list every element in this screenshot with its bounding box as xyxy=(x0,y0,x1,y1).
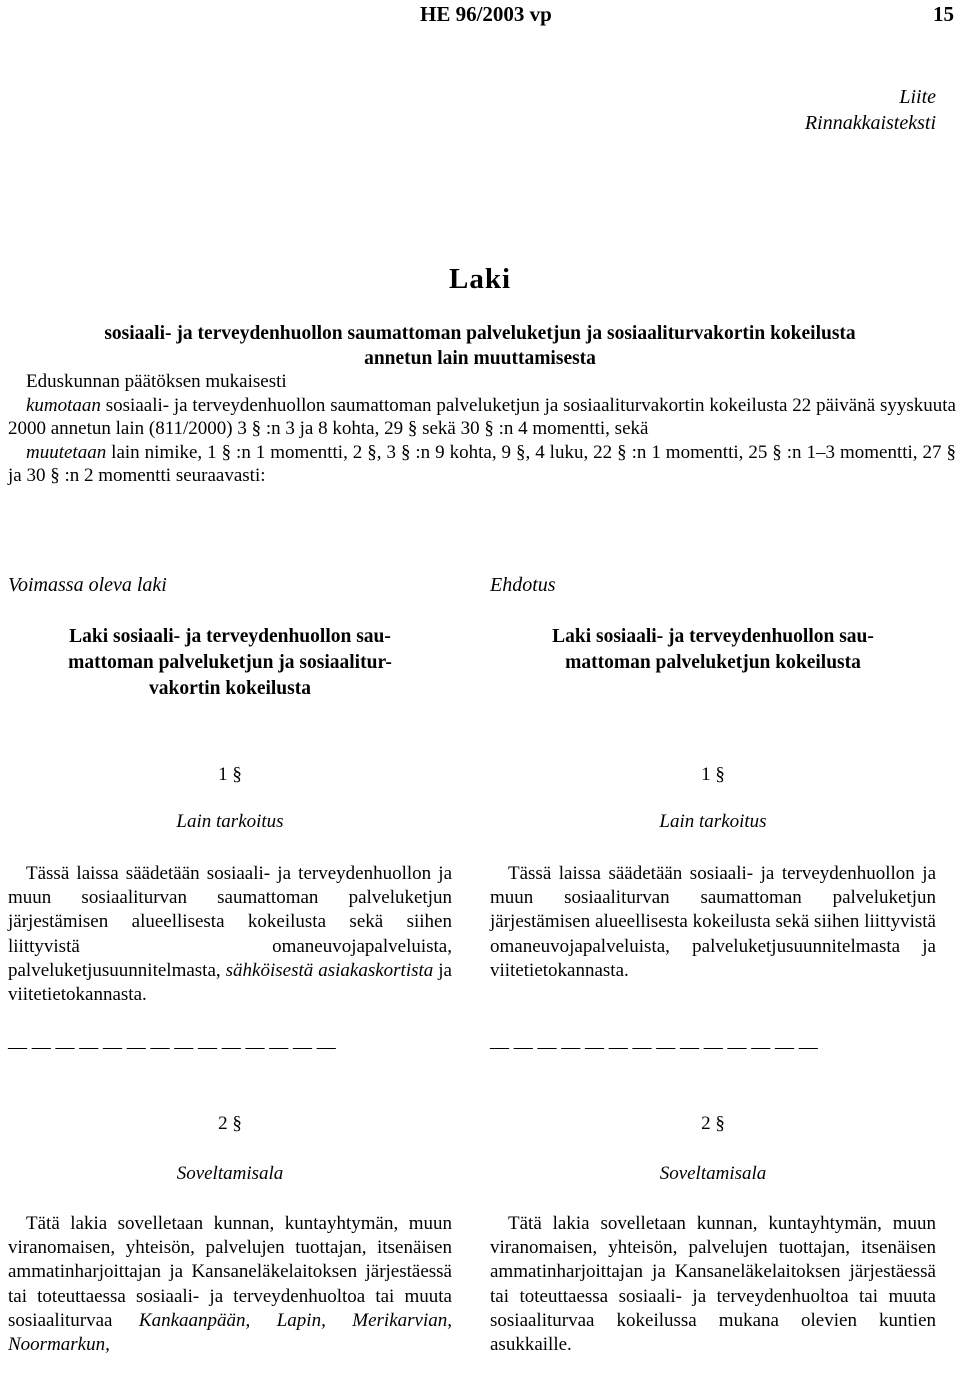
intro-text xyxy=(8,370,956,488)
current-section-1-paragraph xyxy=(8,862,452,1007)
current-section-2-text-a: Tätä lakia sovelletaan kunnan, kuntayhtymän, muun viranomaisen, yhteisön, palvelujen tuottajan, itsenäisen ammatinharjoittajan ja Kansaneläkelaitoksen järjestäessä tai toteuttaessa sosiaali- ja terveydenhuoltoa tai muuta sosiaaliturvaa xyxy=(8,1213,452,1331)
proposal-section-2-paragraph: Tätä lakia sovelletaan kunnan, kuntayhtymän, muun viranomaisen, yhteisön, palvelujen tuottajan, itsenäisen ammatinharjoittajan ja Kansaneläkelaitoksen järjestäessä tai toteuttaessa sosiaali- ja terveydenhuoltoa tai muuta sosiaaliturvaa kokeilussa mukana olevien kuntien asukkaille. xyxy=(490,1213,936,1356)
proposal-omission-dashes: — — — — — — — — — — — — — — xyxy=(490,1037,818,1058)
proposal-section-2-title: Soveltamisala xyxy=(659,1163,767,1184)
current-section-1-text-em: sähköisestä asiakaskortista xyxy=(225,959,434,981)
law-name-line-1: sosiaali- ja terveydenhuollon saumattoman palveluketjun ja sosiaaliturvakortin kokeilusta xyxy=(104,323,856,344)
current-law-column xyxy=(8,572,452,598)
proposal-title xyxy=(490,624,936,676)
current-section-1-text-a: Tässä laissa säädetään sosiaali- ja terveydenhuollon ja muun sosiaaliturvan saumattoman palveluketjun järjestämisen alueellisesta kokeilusta sekä siihen liittyvistä omaneuvojapalveluista, palveluketjusuunnitelmasta, xyxy=(8,863,452,981)
proposal-section-2-text xyxy=(490,1212,936,1357)
current-section-2-title: Soveltamisala xyxy=(176,1163,284,1184)
appendix-line-1: Liite xyxy=(899,86,936,108)
current-section-2-text-em: Kankaanpään, Lapin, Merikarvian, Noormarkun, xyxy=(8,1309,452,1356)
current-section-2-text xyxy=(8,1212,452,1357)
proposal-section-1-text xyxy=(490,862,936,983)
amend-text: lain nimike, 1 § :n 1 momentti, 2 §, 3 § :n 9 kohta, 9 §, 4 luku, 22 § :n 1 momentti, 25 § :n 1–3 momentti, 27 § ja 30 § :n 2 momentti seuraavasti: xyxy=(8,441,956,486)
appendix-label xyxy=(636,84,936,136)
law-name xyxy=(0,321,960,371)
proposal-title-line-1: Laki sosiaali- ja terveydenhuollon sau- xyxy=(552,626,874,647)
proposal-title-line-2: mattoman palveluketjun kokeilusta xyxy=(565,652,861,673)
current-law-title-line-3: vakortin kokeilusta xyxy=(149,678,311,699)
intro-paragraph-1: Eduskunnan päätöksen mukaisesti xyxy=(26,371,287,392)
proposal-section-1-paragraph: Tässä laissa säädetään sosiaali- ja terveydenhuollon ja muun sosiaaliturvan saumattoman palveluketjun järjestämisen alueellisesta kokeilusta sekä siihen liittyvistä omaneuvojapalveluista, palveluketjusuunnitelmasta ja viitetietokannasta. xyxy=(490,863,936,981)
document-id: HE 96/2003 vp xyxy=(420,2,552,26)
current-law-heading: Voimassa oleva laki xyxy=(8,574,167,596)
current-section-2-paragraph xyxy=(8,1212,452,1357)
amend-keyword: muutetaan xyxy=(26,441,107,463)
current-section-1-title: Lain tarkoitus xyxy=(176,811,284,832)
current-section-1-number: 1 § xyxy=(218,764,242,785)
appendix-line-2: Rinnakkaisteksti xyxy=(804,112,936,134)
repeal-keyword: kumotaan xyxy=(26,394,101,416)
proposal-column xyxy=(490,572,936,598)
page-number: 15 xyxy=(933,2,954,26)
proposal-heading: Ehdotus xyxy=(490,574,556,596)
current-section-1-text xyxy=(8,862,452,1007)
current-section-1-text-b: ja viitetietokannasta. xyxy=(8,959,452,1006)
current-section-2-number: 2 § xyxy=(218,1113,242,1134)
current-law-title-line-2: mattoman palveluketjun ja sosiaalitur- xyxy=(68,652,392,673)
intro-paragraph-repeal xyxy=(8,394,956,441)
repeal-text: sosiaali- ja terveydenhuollon saumattoman palveluketjun ja sosiaaliturvakortin kokeilusta 22 päivänä syyskuuta 2000 annetun lain (811/2000) 3 § :n 3 ja 8 kohta, 29 § sekä 30 § :n 4 momentti, sekä xyxy=(8,394,956,439)
proposal-section-2-number: 2 § xyxy=(701,1113,725,1134)
current-omission-dashes: — — — — — — — — — — — — — — xyxy=(8,1037,336,1058)
proposal-section-1-title: Lain tarkoitus xyxy=(659,811,767,832)
intro-paragraph-amend xyxy=(8,441,956,488)
law-title: Laki xyxy=(448,263,512,295)
law-name-line-2: annetun lain muuttamisesta xyxy=(364,348,596,369)
proposal-section-1-number: 1 § xyxy=(701,764,725,785)
current-law-title-line-1: Laki sosiaali- ja terveydenhuollon sau- xyxy=(69,626,391,647)
current-law-title xyxy=(8,624,452,702)
